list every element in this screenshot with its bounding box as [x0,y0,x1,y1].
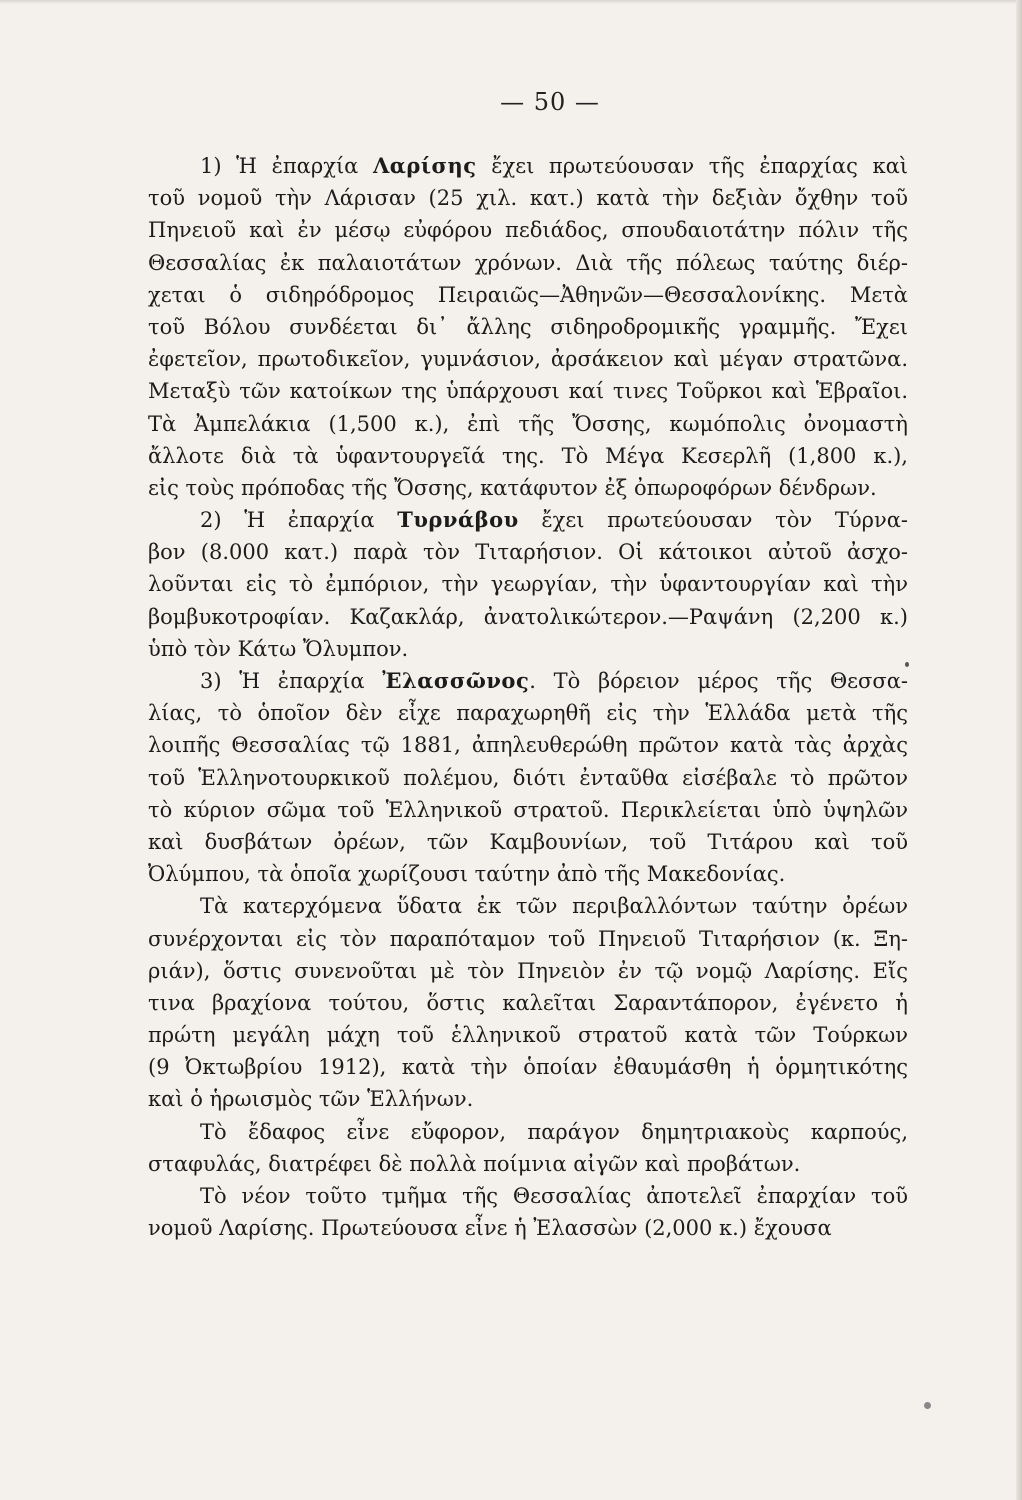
text-fragment: (9 Ὀκτωβρίου 1912), κατὰ τὴν ὁποίαν ἐθαυμάσθη ἡ ὁρμητικότης [148,1055,908,1080]
text-line [148,1212,908,1244]
text-fragment: . Τὸ βόρειον μέρος τῆς Θεσσα- [529,669,909,693]
text-fragment: Τὰ Ἀμπελάκια (1,500 κ.), ἐπὶ τῆς Ὄσσης, κωμόπολις ὀνομαστὴ [148,411,908,436]
text-fragment: ἔχει πρωτεύουσαν τὸν Τύρνα- [518,508,908,533]
text-line [148,504,908,536]
text-line [148,601,908,633]
text-line [148,214,908,246]
text-line [148,665,908,697]
body-text [148,150,908,1244]
text-line [148,375,908,407]
text-line [148,923,908,955]
text-fragment: ἔχει πρωτεύουσαν τῆς ἐπαρχίας καὶ [476,154,908,178]
text-fragment: βομβυκοτροφίαν. Καζακλάρ, ἀνατολικώτερον.—Ραψάνη (2,200 κ.) [148,604,908,629]
text-fragment: λοιπῆς Θεσσαλίας τῷ 1881, ἀπηλευθερώθη πρῶτον κατὰ τὰς ἀρχὰς [148,733,908,758]
text-fragment: ἄλλοτε διὰ τὰ ὑφαντουργεῖά της. Τὸ Μέγα Κεσερλῆ (1,800 κ.), [148,443,908,468]
text-fragment: συνέρχονται εἰς τὸν παραπόταμον τοῦ Πηνειοῦ Τιταρήσιον (κ. Ξη- [148,926,908,951]
text-fragment: βον (8.000 κατ.) παρὰ τὸν Τιταρήσιον. Οἱ κάτοικοι αὐτοῦ ἀσχο- [148,540,908,565]
ink-speck [905,662,909,667]
text-line [148,247,908,279]
text-fragment: εἰς τοὺς πρόποδας τῆς Ὄσσης, κατάφυτον ἐξ ὀπωροφόρων δένδρων. [148,475,877,500]
text-fragment: Μεταξὺ τῶν κατοίκων της ὑπάρχουσι καί τινες Τοῦρκοι καὶ Ἑβραῖοι. [148,379,908,404]
text-line [148,182,908,214]
text-fragment: Ὀλύμπου, τὰ ὁποῖα χωρίζουσι ταύτην ἀπὸ τῆς Μακεδονίας. [148,862,786,887]
text-fragment: 2) Ἡ ἐπαρχία [200,508,398,533]
text-line [148,729,908,761]
text-fragment: λοῦνται εἰς τὸ ἐμπόριον, τὴν γεωργίαν, τὴν ὑφαντουργίαν καὶ τὴν [148,572,908,597]
text-fragment: σταφυλάς, διατρέφει δὲ πολλὰ ποίμνια αἰγῶν καὶ προβάτων. [148,1151,801,1176]
ink-speck [924,1402,931,1409]
text-fragment: 3) Ἡ ἐπαρχία [200,669,383,693]
text-fragment: πρώτη μεγάλη μάχη τοῦ ἑλληνικοῦ στρατοῦ κατὰ τῶν Τούρκων [148,1023,908,1048]
text-line [148,536,908,568]
text-line [148,150,908,182]
text-fragment: 1) Ἡ ἐπαρχία [200,154,373,178]
text-fragment: ὑπὸ τὸν Κάτω Ὄλυμπον. [148,636,409,661]
text-fragment: Πηνειοῦ καὶ ἐν μέσῳ εὐφόρου πεδιάδος, σπουδαιοτάτην πόλιν τῆς [148,218,908,243]
text-fragment: τοῦ Ἑλληνοτουρκικοῦ πολέμου, διότι ἐνταῦθα εἰσέβαλε τὸ πρῶτον [148,765,908,790]
province-name: Τυρνάβου [397,507,519,533]
text-fragment: χεται ὁ σιδηρόδρομος Πειραιῶς—Ἀθηνῶν—Θεσσαλονίκης. Μετὰ [148,282,908,307]
text-line [148,697,908,729]
text-line [148,794,908,826]
text-line [148,1180,908,1212]
text-fragment: τοῦ Βόλου συνδέεται δι᾽ ἄλλης σιδηροδρομικῆς γραμμῆς. Ἔχει [148,314,908,339]
text-line [148,1148,908,1180]
text-line [148,311,908,343]
text-fragment: λίας, τὸ ὁποῖον δὲν εἶχε παραχωρηθῆ εἰς τὴν Ἑλλάδα μετὰ τῆς [148,701,908,726]
text-line [148,1116,908,1148]
text-line [148,343,908,375]
text-fragment: τινα βραχίονα τούτου, ὅστις καλεῖται Σαραντάπορον, ἐγένετο ἡ [148,990,908,1015]
text-fragment: Τὸ νέον τοῦτο τμῆμα τῆς Θεσσαλίας ἀποτελεῖ ἐπαρχίαν τοῦ [200,1184,908,1208]
text-line [148,955,908,987]
text-line [148,440,908,472]
text-line [148,987,908,1019]
text-line [148,890,908,922]
text-line [148,762,908,794]
text-fragment: ριάν), ὅστις συνενοῦται μὲ τὸν Πηνειὸν ἐν τῷ νομῷ Λαρίσης. Εἴς [148,958,908,983]
text-line [148,1083,908,1115]
text-fragment: καὶ δυσβάτων ὀρέων, τῶν Καμβουνίων, τοῦ Τιτάρου καὶ τοῦ [148,829,908,854]
text-fragment: νομοῦ Λαρίσης. Πρωτεύουσα εἶνε ἡ Ἐλασσὼν (2,000 κ.) ἔχουσα [148,1216,832,1241]
text-line [148,568,908,600]
text-line [148,472,908,504]
text-line [148,408,908,440]
text-fragment: Θεσσαλίας ἐκ παλαιοτάτων χρόνων. Διὰ τῆς πόλεως ταύτης διέρ- [148,250,908,275]
text-fragment: τοῦ νομοῦ τὴν Λάρισαν (25 χιλ. κατ.) κατὰ τὴν δεξιὰν ὄχθην τοῦ [148,186,908,211]
text-line [148,858,908,890]
text-fragment: τὸ κύριον σῶμα τοῦ Ἑλληνικοῦ στρατοῦ. Περικλείεται ὑπὸ ὑψηλῶν [148,797,908,822]
text-line [148,279,908,311]
province-name: Λαρίσης [372,153,477,178]
page-right-edge [1016,0,1022,1500]
text-fragment: καὶ ὁ ἡρωισμὸς τῶν Ἑλλήνων. [148,1087,474,1112]
province-name: Ἐλασσῶνος [382,668,530,693]
page-top-edge [0,0,1022,4]
text-fragment: Τὰ κατερχόμενα ὕδατα ἐκ τῶν περιβαλλόντων ταύτην ὀρέων [200,894,908,919]
text-fragment: ἐφετεῖον, πρωτοδικεῖον, γυμνάσιον, ἀρσάκειον καὶ μέγαν στρατῶνα. [148,347,908,372]
text-line [148,826,908,858]
page-number: — 50 — [500,88,600,116]
text-fragment: Τὸ ἔδαφος εἶνε εὔφορον, παράγον δημητριακοὺς καρπούς, [200,1119,908,1144]
text-line [148,1019,908,1051]
text-line [148,633,908,665]
text-line [148,1051,908,1083]
